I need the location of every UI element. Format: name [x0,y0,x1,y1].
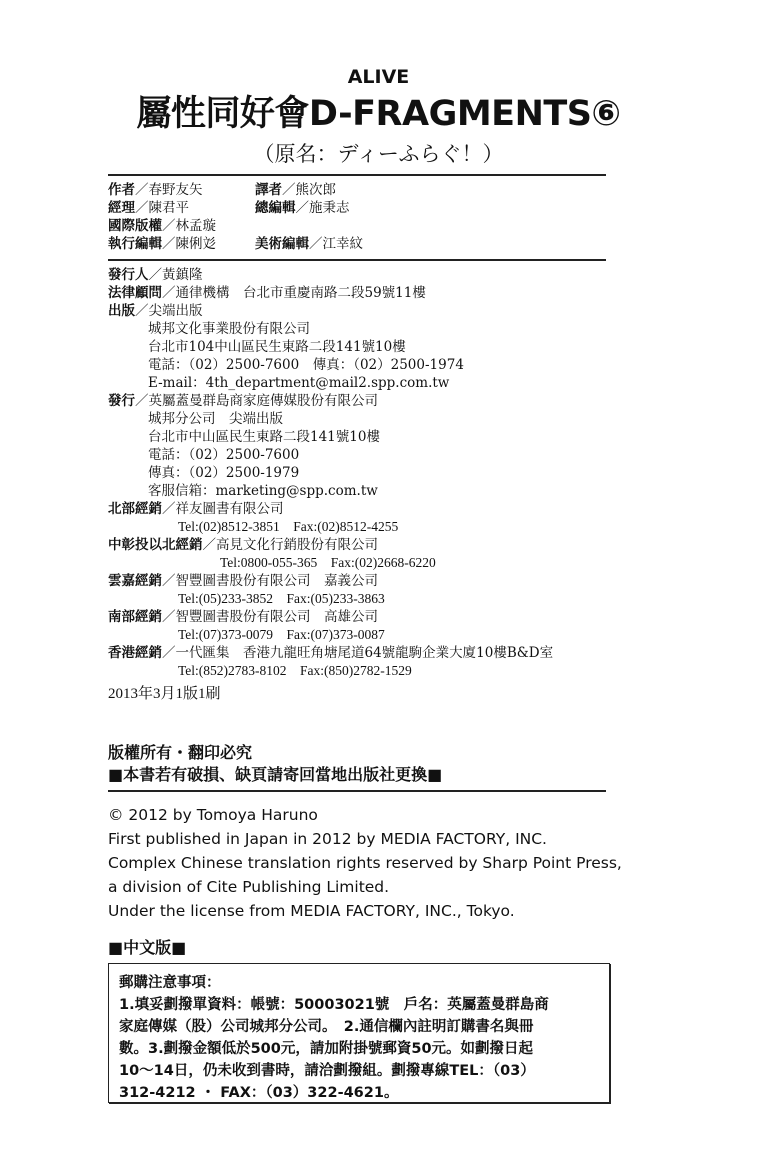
dealer-central: 中彰投以北經銷／高見文化行銷股份有限公司 [108,537,378,553]
series-label: ALIVE [347,66,410,88]
copyright-line: Under the license from MEDIA FACTORY, INC., Tokyo. [108,902,515,920]
print-date: 2013年3月1版1刷 [108,686,221,702]
imprint-line: 台北市104中山區民生東路二段141號10樓 [148,339,406,355]
distribution-line: 傳真：（02）2500-1979 [148,465,300,481]
dealer-north: 北部經銷／祥友圖書有限公司 [108,501,284,517]
notice-line: 10～14日，仍未收到書時，請洽劃撥組。劃撥專線TEL：（03） [119,1063,535,1079]
imprint-line: 城邦文化事業股份有限公司 [148,321,310,337]
copyright-line: Complex Chinese translation rights reserved by Sharp Point Press, [108,854,622,872]
divider [108,790,606,792]
distribution-line: 電話：（02）2500-7600 [148,447,300,463]
publisher: 發行人／黃鎮隆 [108,267,203,283]
legal-advisor: 法律顧問／通律機構 台北市重慶南路二段59號11樓 [108,285,426,301]
mail-order-notice-box [108,963,610,1103]
credit-translator: 譯者／熊次郎 [255,182,336,198]
replacement-notice: ■本書若有破損、缺頁請寄回當地出版社更換■ [108,765,443,784]
imprint: 出版／尖端出版 [108,303,203,319]
chinese-edition-label: ■中文版■ [108,938,187,957]
divider [108,174,606,176]
dealer-contact: Tel:0800-055-365 Fax:(02)2668-6220 [220,555,436,570]
dealer-contact: Tel:(05)233-3852 Fax:(05)233-3863 [178,591,385,606]
original-title: （原名：ディーふらぐ！） [253,142,504,166]
book-title: 屬性同好會D-FRAGMENTS⑥ [136,94,621,134]
dealer-contact: Tel:(852)2783-8102 Fax:(850)2782-1529 [178,663,412,678]
credit-intl-rights: 國際版權／林孟璇 [108,218,216,234]
credit-chief-editor: 總編輯／施秉志 [255,200,350,216]
dealer-contact: Tel:(02)8512-3851 Fax:(02)8512-4255 [178,519,399,534]
distribution-line: 台北市中山區民生東路二段141號10樓 [148,429,380,445]
imprint-line: E-mail：4th_department@mail2.spp.com.tw [148,375,450,391]
imprint-line: 電話：（02）2500-7600 傳真：（02）2500-1974 [148,357,464,373]
divider [108,259,606,261]
dealer-hongkong: 香港經銷／一代匯集 香港九龍旺角塘尾道64號龍駒企業大廈10樓B&D室 [108,645,554,661]
distribution-line: 城邦分公司 尖端出版 [148,411,283,427]
rights-notice: 版權所有・翻印必究 [108,743,253,762]
credit-art-editor: 美術編輯／江幸紋 [255,236,363,252]
notice-line: 家庭傳媒（股）公司城邦分公司。 2.通信欄內註明訂購書名與冊 [119,1019,534,1035]
notice-title: 郵購注意事項： [119,975,221,991]
notice-line: 數。3.劃撥金額低於500元，請加附掛號郵資50元。如劃撥日起 [119,1041,534,1057]
distribution-line: 客服信箱：marketing@spp.com.tw [148,483,378,499]
notice-line: 312-4212 ・ FAX：（03）322-4621。 [119,1085,399,1101]
dealer-chiayi: 雲嘉經銷／智豐圖書股份有限公司 嘉義公司 [108,573,378,589]
distribution: 發行／英屬蓋曼群島商家庭傳媒股份有限公司 [108,393,378,409]
dealer-contact: Tel:(07)373-0079 Fax:(07)373-0087 [178,627,385,642]
credit-manager: 經理／陳君平 [108,200,189,216]
copyright-line: © 2012 by Tomoya Haruno [108,806,318,824]
credit-exec-editor: 執行編輯／陳俐彣 [108,236,216,252]
dealer-south: 南部經銷／智豐圖書股份有限公司 高雄公司 [108,609,378,625]
notice-line: 1.填妥劃撥單資料：帳號：50003021號 戶名：英屬蓋曼群島商 [119,997,549,1013]
credit-author: 作者／春野友矢 [108,182,203,198]
copyright-line: a division of Cite Publishing Limited. [108,878,390,896]
copyright-line: First published in Japan in 2012 by MEDIA FACTORY, INC. [108,830,547,848]
